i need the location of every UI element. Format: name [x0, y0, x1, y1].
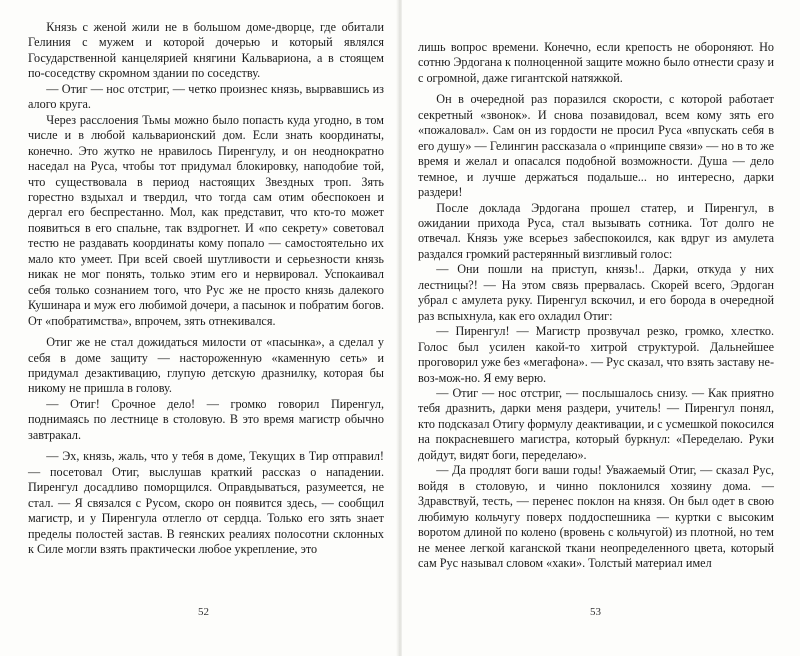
left-page-number: 52: [198, 606, 209, 618]
paragraph: — Отиг! Срочное дело! — громко говорил Пиренгул, поднимаясь по лестнице в столовую. В это время магистр обычно завтракал.: [28, 396, 384, 442]
paragraph: После доклада Эрдогана прошел статер, и Пиренгул, в ожидании прихода Руса, стал вызывать сотника. Тот долго не отвечал. Князь уже всерьез забеспокоился, как вдруг из амулета раздался громкий растерянный визгливый голос:: [418, 200, 774, 261]
paragraph: — Они пошли на приступ, князь!.. Дарки, откуда у них лестницы?! — На этом связь прервалась. Скорей всего, Эрдоган убрал с амулета руку. Пиренгул вскочил, и его борода в очередной раз вспыхнула, как его охладил Отиг:: [418, 262, 774, 323]
right-page-text: [418, 40, 774, 571]
left-page-text: [28, 20, 384, 557]
right-page-number: 53: [590, 606, 601, 618]
paragraph: — Отиг — нос отстриг, — четко произнес князь, вырвавшись из алого круга.: [28, 81, 384, 112]
paragraph: Через расслоения Тьмы можно было попасть куда угодно, в том числе и в любой кальварионский дом. Если знать координаты, конечно. Это жутко не нравилось Пиренгулу, и он неоднократно наседал на Руса, чтобы тот придумал блокировку, наподобие той, что существовала в период настоящих Звездных троп. Зять горестно вздыхал и твердил, что тогда сам отим обеспокоен и дергал его беспрестанно. Мол, как представит, что кто-то может появиться в его спальне, так вздрогнет. И «по секрету» советовал тестю не раздавать координаты кому попало — самостоятельно их мало кто умеет. При всей своей шутливости и серьезности князь никак не мог понять, только этим его и нервировал. Успокаивал себя только сознанием того, что Рус же не просто князь далекого Кушинара и муж его любимой дочери, а пасынок и побратим богов. От «побратимства», впрочем, зять отнекивался.: [28, 112, 384, 328]
left-page: [0, 0, 398, 656]
paragraph: — Да продлят боги ваши годы! Уважаемый Отиг, — сказал Рус, войдя в столовую, и чинно поклонился хозяину дома. — Здравствуй, тесть, — перенес поклон на князя. Он был одет в свою любимую кольчугу поверх поддоспешника — куртки с высоким воротом длиной по колено (вровень с кольчугой) из плотной, но тем не менее легкой каганской ткани неопределенного цвета, который сам Рус называл словом «хаки». Толстый материал имел: [418, 463, 774, 570]
paragraph: лишь вопрос времени. Конечно, если крепость не обороняют. Но сотню Эрдогана к полноценной защите можно было отнести сразу и с огромной, даже гигантской натяжкой.: [418, 40, 774, 85]
paragraph: Он в очередной раз поразился скорости, с которой работает секретный «звонок». И снова позавидовал, всем кому зять его «пожаловал». Сам он из гордости не просил Руса «впускать себя в его душу» — Гелингин рассказала о «принципе связи» — но в то же время и желал и опасался подобной возможности. Душа — дело темное, и лучше держаться подальше... но интересно, дарки раздери!: [418, 92, 774, 200]
paragraph: Князь с женой жили не в большом доме-дворце, где обитали Гелиния с мужем и которой дочерью и который являлся Государственной канцелярией княгини Кальвариона, а в стоящем по-соседству скромном здании по соседству.: [28, 20, 384, 81]
paragraph: — Эх, князь, жаль, что у тебя в доме, Текущих в Тир отправил! — посетовал Отиг, выслушав краткий рассказ о нападении. Пиренгул досадливо поморщился. Оправдываться, разумеется, не стал. — Я связался с Русом, скоро он появится здесь, — сообщил магистр, и у Пиренгула отлегло от сердца. Только его зять знает пределы полостей застав. В геянских реалиях полосотни склонных к Силе могли взять практически любое укрепление, это: [28, 449, 384, 556]
right-page: [402, 0, 800, 656]
paragraph: Отиг же не стал дожидаться милости от «пасынка», а сделал у себя в доме защиту — настороженную «каменную сеть» и придумал дезактивацию, глупую детскую дразнилку, которая бы никому не пришла в голову.: [28, 335, 384, 396]
paragraph: — Пиренгул! — Магистр прозвучал резко, громко, хлестко. Голос был усилен какой-то хитрой структурой. Дальнейшее проговорил уже без «мегафона». — Рус сказал, что взять заставу не-воз-мож-но. Я ему верю.: [418, 324, 775, 385]
paragraph: — Отиг — нос отстриг, — послышалось снизу. — Как приятно тебя дразнить, дарки меня раздери, учитель! — Пиренгул понял, кто подсказал Отигу формулу деактивации, и с усмешкой покосился на покрасневшего магистра, который буркнул: «Переделаю. Руки дойдут, видят боги, переделаю».: [418, 385, 774, 462]
